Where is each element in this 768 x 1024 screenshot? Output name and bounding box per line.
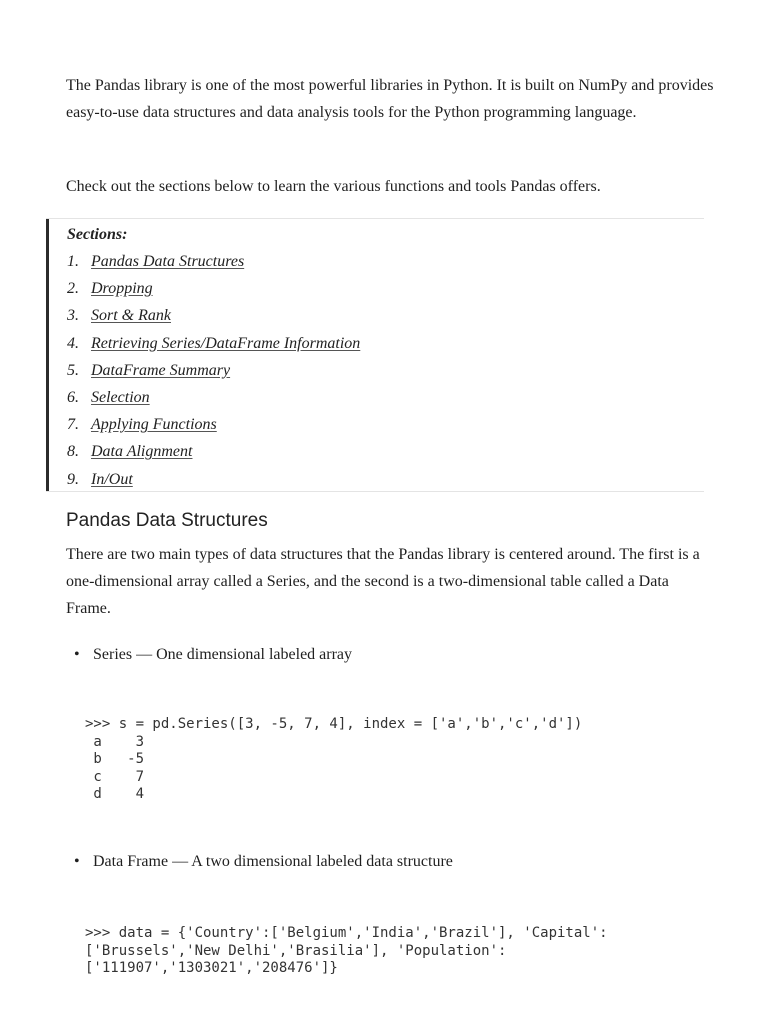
section-item xyxy=(67,411,360,438)
section-number: 3. xyxy=(67,307,79,325)
section-number: 8. xyxy=(67,443,79,461)
blockquote-bar xyxy=(46,219,49,491)
section-number: 7. xyxy=(67,416,79,434)
section-link-retrieving-info[interactable]: Retrieving Series/DataFrame Information xyxy=(91,334,361,352)
sections-box xyxy=(46,218,704,492)
section-item xyxy=(67,275,360,302)
section-number: 2. xyxy=(67,280,79,298)
section-item xyxy=(67,438,360,465)
section-number: 6. xyxy=(67,388,79,406)
bullet-dot-icon: • xyxy=(74,853,80,870)
section-item xyxy=(67,302,360,329)
section-item xyxy=(67,248,360,275)
section-link-applying-functions[interactable]: Applying Functions xyxy=(91,416,217,434)
section-item xyxy=(67,330,360,357)
bullet-item-dataframe xyxy=(74,850,453,874)
section-number: 5. xyxy=(67,361,79,379)
intro-paragraph: The Pandas library is one of the most powerful libraries in Python. It is built on NumPy and provides easy-to-use data structures and data analysis tools for the Python programming language. xyxy=(66,77,714,121)
bullet-dot-icon: • xyxy=(74,646,80,663)
section-item xyxy=(67,466,360,493)
structures-paragraph: There are two main types of data structures that the Pandas library is centered around. The first is a one-dimensional array called a Series, and the second is a two-dimensional table called a Data Frame. xyxy=(66,546,700,617)
code-block-dataframe: >>> data = {'Country':['Belgium','India','Brazil'], 'Capital': ['Brussels','New Delhi','Brasilia'], 'Population': ['111907','1303021','208476']} xyxy=(85,925,608,976)
section-link-dataframe-summary[interactable]: DataFrame Summary xyxy=(91,361,231,379)
bullet-item-series xyxy=(74,643,352,667)
section-link-in-out[interactable]: In/Out xyxy=(91,470,133,488)
section-number: 9. xyxy=(67,470,79,488)
code-block-series: >>> s = pd.Series([3, -5, 7, 4], index = ['a','b','c','d']) a 3 b -5 c 7 d 4 xyxy=(85,716,583,802)
section-link-dropping[interactable]: Dropping xyxy=(91,280,153,298)
sections-title: Sections: xyxy=(67,226,128,243)
sections-list xyxy=(67,248,360,493)
bullet-text: Data Frame — A two dimensional labeled data structure xyxy=(93,853,453,870)
section-number: 4. xyxy=(67,334,79,352)
section-item xyxy=(67,357,360,384)
section-heading: Pandas Data Structures xyxy=(66,510,268,531)
section-link-sort-rank[interactable]: Sort & Rank xyxy=(91,307,171,325)
bullet-text: Series — One dimensional labeled array xyxy=(93,646,353,663)
section-number: 1. xyxy=(67,253,79,270)
section-link-pandas-data-structures[interactable]: Pandas Data Structures xyxy=(91,253,245,270)
checkout-paragraph: Check out the sections below to learn the various functions and tools Pandas offers. xyxy=(66,178,601,195)
section-item xyxy=(67,384,360,411)
section-link-selection[interactable]: Selection xyxy=(91,388,150,406)
section-link-data-alignment[interactable]: Data Alignment xyxy=(91,443,193,461)
